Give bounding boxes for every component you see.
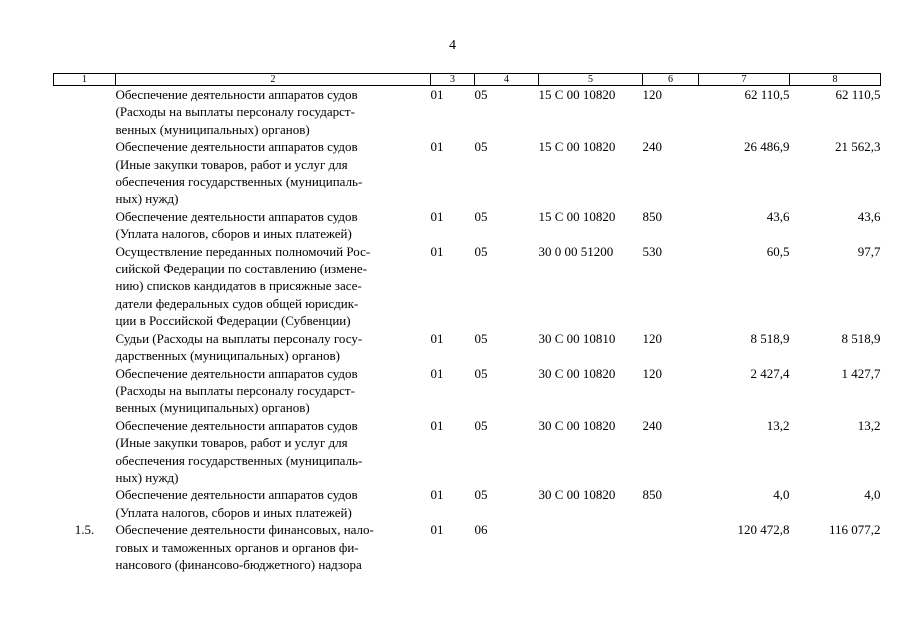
section-code-cell: 01	[430, 522, 444, 538]
amount-cell: 8 518,9	[750, 330, 790, 346]
expense-name-line: венных (муниципальных) органов)	[115, 121, 310, 137]
column-header: 6	[643, 74, 699, 86]
amount-cell: 4,0	[773, 487, 790, 503]
expense-name-line: (Расходы на выплаты персоналу государст-	[115, 104, 355, 120]
expense-name-cell	[116, 365, 431, 417]
column-header: 7	[699, 74, 790, 86]
expense-name-line: Осуществление переданных полномочий Рос-	[115, 243, 371, 259]
table-row	[54, 86, 881, 139]
table-row	[54, 486, 881, 521]
amount-cell: 1 427,7	[841, 365, 881, 381]
expense-name-line: обеспечения государственных (муниципаль-	[115, 174, 363, 190]
expense-name-line: (Расходы на выплаты персоналу государст-	[115, 382, 355, 398]
section-code-cell: 01	[430, 208, 444, 224]
subsection-code-cell: 05	[474, 87, 488, 102]
page-number: 4	[449, 38, 456, 53]
amount-cell: 21 562,3	[835, 139, 881, 155]
expense-name-line: (Уплата налогов, сборов и иных платежей)	[115, 226, 352, 242]
section-code-cell: 01	[430, 365, 444, 381]
amount-cell: 43,6	[766, 208, 790, 224]
amount-cell: 13,2	[857, 417, 881, 433]
row-number-cell	[54, 330, 116, 365]
column-header: 1	[54, 74, 116, 86]
target-article-cell: 30 С 00 10820	[538, 487, 616, 503]
expense-type-cell: 240	[642, 139, 662, 155]
target-article-cell: 30 С 00 10820	[538, 365, 616, 381]
section-code-cell: 01	[430, 330, 444, 346]
table-row	[54, 330, 881, 365]
amount-cell: 62 110,5	[744, 87, 790, 102]
row-number-cell	[54, 138, 116, 208]
expense-type-cell: 850	[642, 208, 662, 224]
expense-name-line: ных) нужд)	[115, 469, 179, 485]
target-article-cell: 30 0 00 51200	[538, 243, 614, 259]
amount-cell: 8 518,9	[841, 330, 881, 346]
column-header: 3	[431, 74, 475, 86]
expense-name-cell	[116, 86, 431, 139]
expense-name-line: Судьи (Расходы на выплаты персоналу госу-	[115, 330, 363, 346]
expense-name-line: (Иные закупки товаров, работ и услуг для	[115, 435, 348, 451]
expense-type-cell: 120	[642, 330, 662, 346]
expense-name-line: Обеспечение деятельности аппаратов судов	[115, 139, 358, 155]
expense-name-line: нансового (финансово-бюджетного) надзора	[115, 556, 362, 572]
expense-name-line: (Иные закупки товаров, работ и услуг для	[115, 156, 348, 172]
amount-cell: 26 486,9	[744, 139, 790, 155]
row-number-cell	[54, 86, 116, 139]
table-row	[54, 417, 881, 487]
expense-type-cell: 120	[642, 365, 662, 381]
row-number-cell	[54, 208, 116, 243]
expense-name-line: дарственных (муниципальных) органов)	[115, 348, 341, 364]
table-row	[54, 365, 881, 417]
expense-name-cell	[116, 521, 431, 573]
expense-type-cell: 240	[642, 417, 662, 433]
target-article-cell	[539, 521, 643, 573]
target-article-cell: 30 С 00 10820	[538, 417, 616, 433]
section-code-cell: 01	[430, 487, 444, 503]
expense-type-cell: 850	[642, 487, 662, 503]
table-row	[54, 521, 881, 573]
expense-name-cell	[116, 208, 431, 243]
expense-name-line: Обеспечение деятельности финансовых, нало-	[115, 522, 374, 538]
column-header: 8	[790, 74, 881, 86]
amount-cell: 97,7	[857, 243, 881, 259]
amount-cell: 4,0	[864, 487, 881, 503]
table-body	[54, 86, 881, 574]
row-number-cell	[54, 417, 116, 487]
amount-cell: 120 472,8	[737, 522, 790, 538]
section-code-cell: 01	[430, 139, 444, 155]
section-code-cell: 01	[430, 417, 444, 433]
expense-name-line: Обеспечение деятельности аппаратов судов	[115, 487, 358, 503]
subsection-code-cell: 05	[474, 417, 488, 433]
row-number-cell	[54, 365, 116, 417]
subsection-code-cell: 05	[474, 139, 488, 155]
expense-name-line: Обеспечение деятельности аппаратов судов	[115, 208, 358, 224]
target-article-cell: 15 С 00 10820	[538, 139, 616, 155]
expense-name-line: Обеспечение деятельности аппаратов судов	[115, 87, 358, 102]
expense-name-line: ных) нужд)	[115, 191, 179, 207]
expense-name-line: венных (муниципальных) органов)	[115, 400, 310, 416]
amount-cell: 13,2	[766, 417, 790, 433]
expense-name-line: Обеспечение деятельности аппаратов судов	[115, 365, 358, 381]
section-code-cell: 01	[430, 87, 444, 102]
expense-name-line: Обеспечение деятельности аппаратов судов	[115, 417, 358, 433]
expense-name-cell	[116, 417, 431, 487]
target-article-cell: 15 С 00 10820	[538, 208, 616, 224]
amount-cell: 116 077,2	[828, 522, 881, 538]
table-row	[54, 208, 881, 243]
subsection-code-cell: 05	[474, 208, 488, 224]
expense-name-cell	[116, 243, 431, 330]
expense-name-cell	[116, 330, 431, 365]
expense-name-cell	[116, 486, 431, 521]
expense-name-line: сийской Федерации по составлению (измене-	[115, 261, 368, 277]
target-article-cell: 30 С 00 10810	[538, 330, 616, 346]
expense-name-line: говых и таможенных органов и органов фи-	[115, 539, 359, 555]
column-header: 2	[116, 74, 431, 86]
table-row	[54, 243, 881, 330]
row-number-cell	[54, 486, 116, 521]
subsection-code-cell: 05	[474, 365, 488, 381]
row-number-cell: 1.5.	[74, 522, 95, 538]
row-number-cell	[54, 243, 116, 330]
amount-cell: 60,5	[766, 243, 790, 259]
expense-name-line: ции в Российской Федерации (Субвенции)	[115, 313, 351, 329]
subsection-code-cell: 06	[474, 522, 488, 538]
subsection-code-cell: 05	[474, 330, 488, 346]
subsection-code-cell: 05	[474, 487, 488, 503]
expense-name-line: обеспечения государственных (муниципаль-	[115, 452, 363, 468]
target-article-cell: 15 С 00 10820	[538, 87, 616, 102]
amount-cell: 2 427,4	[750, 365, 790, 381]
column-header: 4	[475, 74, 539, 86]
column-number-header-row	[54, 74, 881, 86]
column-header: 5	[539, 74, 643, 86]
subsection-code-cell: 05	[474, 243, 488, 259]
expense-type-cell	[643, 521, 699, 573]
expense-name-line: нию) списков кандидатов в присяжные засе-	[115, 278, 362, 294]
budget-table	[53, 73, 881, 573]
expense-type-cell: 530	[642, 243, 662, 259]
amount-cell: 62 110,5	[835, 87, 881, 102]
section-code-cell: 01	[430, 243, 444, 259]
expense-name-line: датели федеральных судов общей юрисдик-	[115, 295, 359, 311]
expense-type-cell: 120	[642, 87, 662, 102]
expense-name-line: (Уплата налогов, сборов и иных платежей)	[115, 504, 352, 520]
table-row	[54, 138, 881, 208]
expense-name-cell	[116, 138, 431, 208]
amount-cell: 43,6	[857, 208, 881, 224]
